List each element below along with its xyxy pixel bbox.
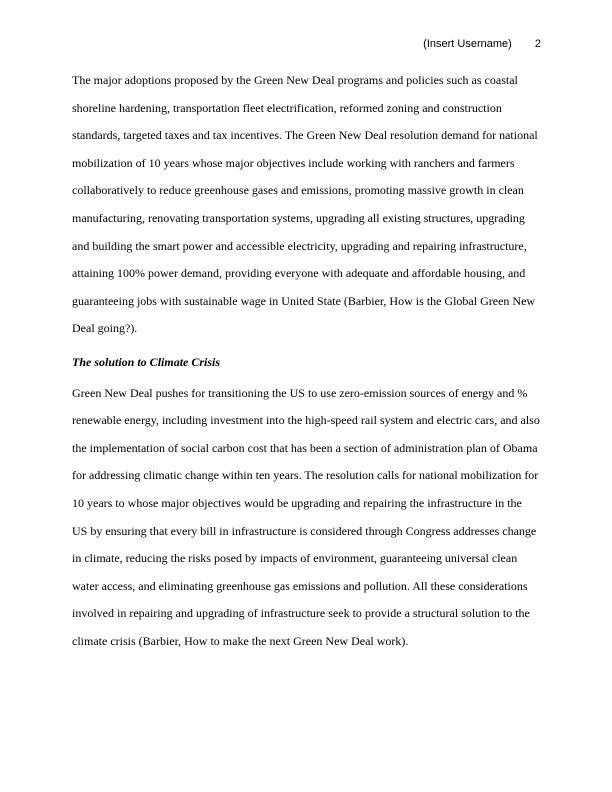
document-body (72, 67, 540, 655)
section-heading: The solution to Climate Crisis (72, 354, 221, 369)
page-number: 2 (534, 38, 541, 50)
paragraph-intro: The major adoptions proposed by the Green New Deal programs and policies such as coastal shoreline hardening, transportation fleet electrification, reformed zoning and construction standards, targeted taxes and tax incentives. The Green New Deal resolution demand for national mobilization of 10 years whose major objectives include working with ranchers and farmers collaboratively to reduce greenhouse gases and emissions, promoting massive growth in clean manufacturing, renovating transportation systems, upgrading all existing structures, upgrading and building the smart power and accessible electricity, upgrading and repairing infrastructure, attaining 100% power demand, providing everyone with adequate and affordable housing, and guaranteeing jobs with sustainable wage in United State (Barbier, How is the Global Green New Deal going?). (72, 73, 538, 336)
paragraph-solution: Green New Deal pushes for transitioning the US to use zero-emission sources of energy and % renewable energy, including investment into the high-speed rail system and electric cars, and also the implementation of social carbon cost that has been a section of administration plan of Obama for addressing climatic change within ten years. The resolution calls for national mobilization for 10 years to whose major objectives would be upgrading and repairing the infrastructure in the US by ensuring that every bill in infrastructure is considered through Congress addresses change in climate, reducing the risks posed by impacts of environment, guaranteeing universal clean water access, and eliminating greenhouse gas emissions and pollution. All these considerations involved in repairing and upgrading of infrastructure seek to provide a structural solution to the climate crisis (Barbier, How to make the next Green New Deal work). (72, 385, 540, 648)
page-header (423, 37, 541, 51)
header-username: (Insert Username) (423, 38, 512, 50)
